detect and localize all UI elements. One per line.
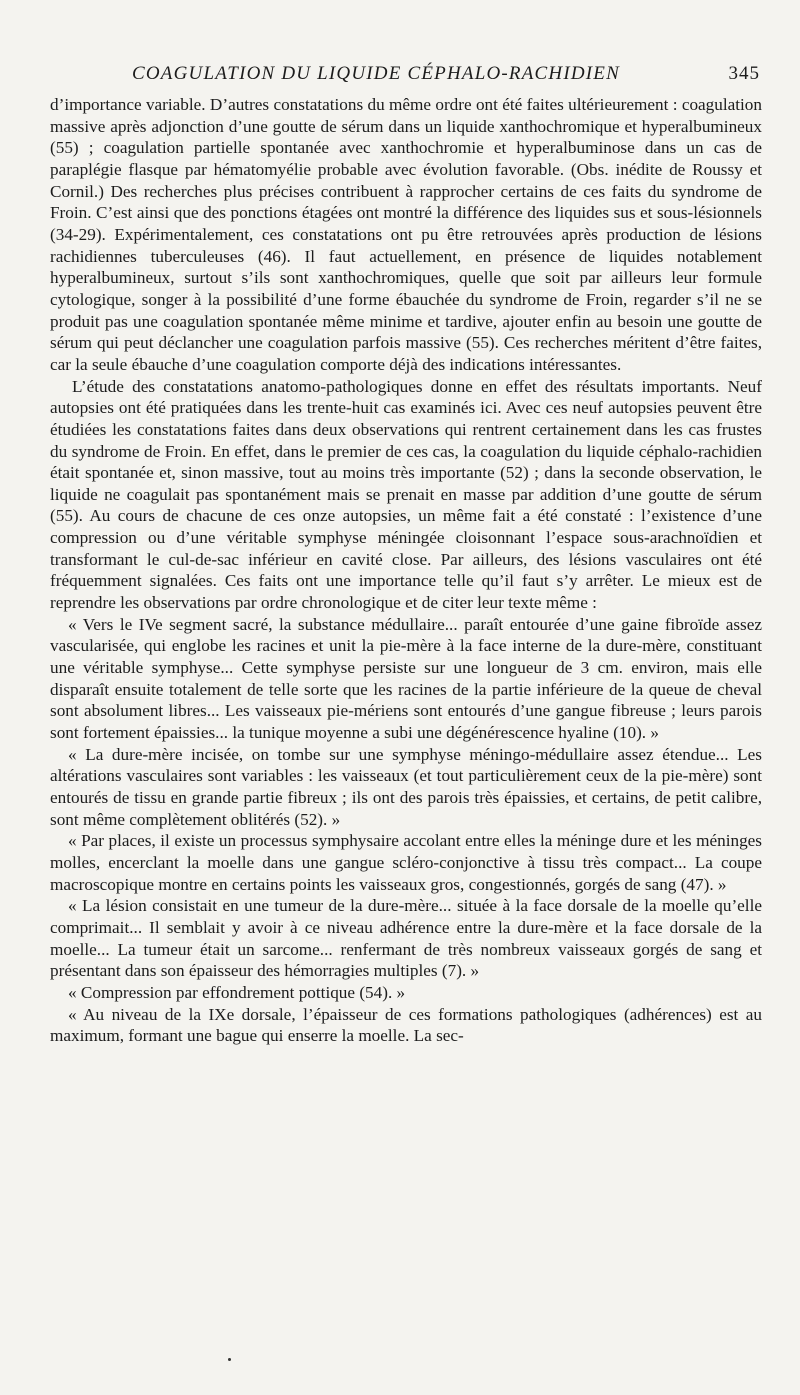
body-text bbox=[50, 94, 762, 1047]
running-head bbox=[50, 58, 762, 88]
print-speck bbox=[228, 1358, 231, 1361]
quote-paragraph: « La dure-mère incisée, on tombe sur une symphyse méningo-médullaire assez étendue... Les altérations vasculaires sont variables : les vaisseaux (et tout particulièrement ceux de la pie-mère) sont entourés de tissu en grande partie fibreux ; ils ont des parois très épaissies, et certains, de petit calibre, sont même complètement oblitérés (52). » bbox=[50, 744, 762, 829]
quote-paragraph: « Vers le IVe segment sacré, la substance médullaire... paraît entourée d’une gaine fibroïde assez vascularisée, qui englobe les racines et unit la pie-mère à la face interne de la dure-mère, constituant une véritable symphyse... Cette symphyse persiste sur une longueur de 3 cm. environ, mais elle disparaît ensuite totalement de telle sorte que les racines de la partie inférieure de la queue de cheval sont absolument libres... Les vaisseaux pie-mériens sont entourés d’une gangue fibreuse ; leurs parois sont fortement épaissies... la tunique moyenne a subi une dégénérescence hyaline (10). » bbox=[50, 614, 762, 743]
quote-paragraph: « Compression par effondrement pottique (54). » bbox=[68, 982, 406, 1002]
paragraph: d’importance variable. D’autres constatations du même ordre ont été faites ultérieurement : coagulation massive après adjonction d’une goutte de sérum dans un liquide xanthochromique et hyperalbumineux (55) ; coagulation partielle spontanée avec xanthochromie et hyperalbuminose dans un cas de paraplégie flasque par hématomyélie probable avec évolution favorable. (Obs. inédite de Roussy et Cornil.) Des recherches plus précises contribuent à rapprocher certains de ces faits du syndrome de Froin. C’est ainsi que des ponctions étagées ont montré la différence des liquides sus et sous-lésionnels (34-29). Expérimentalement, ces constatations ont pu être retrouvées après production de lésions rachidiennes tuberculeuses (46). Il faut actuellement, en présence de liquides notablement hyperalbumineux, surtout s’ils sont xanthochromiques, quelle que soit par ailleurs leur formule cytologique, songer à la possibilité d’une forme ébauchée du syndrome de Froin, regarder s’il ne se produit pas une coagulation spontanée même minime et tardive, ajouter enfin au besoin une goutte de sérum qui peut déclancher une coagulation parfois massive (55). Ces recherches méritent d’être faites, car la seule ébauche d’une coagulation comporte déjà des indications intéressantes. bbox=[50, 95, 762, 374]
running-title: COAGULATION DU LIQUIDE CÉPHALO-RACHIDIEN bbox=[132, 63, 620, 84]
quote-paragraph: « La lésion consistait en une tumeur de la dure-mère... située à la face dorsale de la moelle qu’elle comprimait... Il semblait y avoir à ce niveau adhérence entre la dure-mère et la face dorsale de la moelle... La tumeur était un sarcome... renfermant de très nombreux vaisseaux gorgés de sang et présentant dans son épaisseur des hémorragies multiples (7). » bbox=[50, 896, 762, 981]
page-number: 345 bbox=[728, 63, 760, 84]
quote-paragraph: « Par places, il existe un processus symphysaire accolant entre elles la méninge dure et les méninges molles, encerclant la moelle dans une gangue scléro-conjonctive à tissu très compact... La coupe macroscopique montre en certains points les vaisseaux gros, congestionnés, gorgés de sang (47). » bbox=[50, 831, 762, 894]
quote-paragraph: « Au niveau de la IXe dorsale, l’épaisseur de ces formations pathologiques (adhérences) est au maximum, formant une bague qui enserre la moelle. La sec- bbox=[50, 1004, 762, 1046]
paragraph: L’étude des constatations anatomo-pathologiques donne en effet des résultats importants. Neuf autopsies ont été pratiquées dans les trente-huit cas examinés ici. Avec ces neuf autopsies peuvent être étudiées les constatations faites dans deux observations qui rentrent certainement dans les cas frustes du syndrome de Froin. En effet, dans le premier de ces cas, la coagulation du liquide céphalo-rachidien était spontanée et, sinon massive, tout au moins très importante (52) ; dans la seconde observation, le liquide ne coagulait pas spontanément mais se prenait en masse par addition d’une goutte de sérum (55). Au cours de chacune de ces onze autopsies, un même fait a été constaté : l’existence d’une compression ou d’une véritable symphyse méningée cloisonnant l’espace sous-arachnoïdien et transformant le cul-de-sac inférieur en cavité close. Par ailleurs, des lésions vasculaires ont été fréquemment signalées. Ces faits ont une importance telle qu’il faut s’y arrêter. Le mieux est de reprendre les observations par ordre chronologique et de citer leur texte même : bbox=[50, 376, 762, 613]
